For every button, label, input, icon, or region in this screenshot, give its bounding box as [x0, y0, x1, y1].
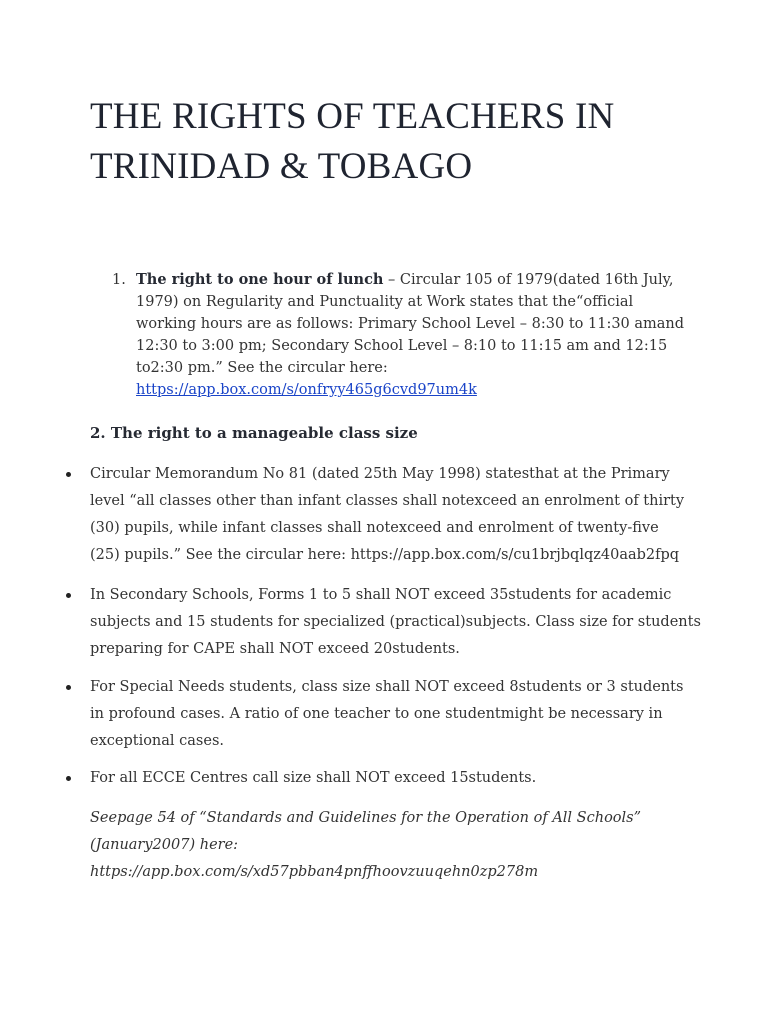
- note-line: https://app.box.com/s/xd57pbban4pnffhoovzuuqehn0zp278m: [90, 864, 539, 880]
- bullet-line: preparing for CAPE shall NOT exceed 20students.: [90, 641, 460, 657]
- circular-105-link[interactable]: https://app.box.com/s/onfryy465g6cvd97um4k: [136, 382, 477, 398]
- bullet-line: (25) pupils.” See the circular here: https://app.box.com/s/cu1brjbqlqz40aab2fpq: [90, 547, 680, 563]
- list-item-number: 1.: [112, 272, 126, 288]
- bullet-line: level “all classes other than infant classes shall notexceed an enrolment of thirty: [90, 493, 685, 509]
- bullet-line: In Secondary Schools, Forms 1 to 5 shall NOT exceed 35students for academic: [90, 587, 672, 603]
- bullet-item-secondary: [90, 582, 701, 663]
- item-line-1: – Circular 105 of 1979(dated 16th July,: [383, 272, 674, 288]
- item-line-4: 12:30 to 3:00 pm; Secondary School Level – 8:10 to 11:15 am and 12:15: [136, 338, 668, 354]
- list-item-lunch: [112, 269, 685, 401]
- item-bold-lead: The right to one hour of lunch: [136, 271, 384, 288]
- title-line-1: THE RIGHTS OF TEACHERS IN: [90, 96, 615, 137]
- bullet-item-ecce: [90, 765, 690, 792]
- bullet-item-special-needs: [90, 674, 690, 755]
- bullet-line: in profound cases. A ratio of one teacher to one studentmight be necessary in: [90, 706, 663, 722]
- bullet-line: Circular Memorandum No 81 (dated 25th May 1998) statesthat at the Primary: [90, 466, 670, 482]
- bullet-dot-icon: [66, 472, 71, 477]
- bullet-line: (30) pupils, while infant classes shall notexceed and enrolment of twenty-five: [90, 520, 659, 536]
- bullet-line: For Special Needs students, class size shall NOT exceed 8students or 3 students: [90, 679, 684, 695]
- bullet-line: For all ECCE Centres call size shall NOT exceed 15students.: [90, 770, 537, 786]
- bullet-dot-icon: [66, 685, 71, 690]
- section-2-heading: 2. The right to a manageable class size: [90, 424, 418, 442]
- standards-note: [90, 805, 690, 886]
- bullet-dot-icon: [66, 776, 71, 781]
- bullet-dot-icon: [66, 593, 71, 598]
- note-line: (January2007) here:: [90, 837, 239, 853]
- item-line-5: to2:30 pm.” See the circular here:: [136, 360, 388, 376]
- item-line-2: 1979) on Regularity and Punctuality at Work states that the“official: [136, 294, 634, 310]
- note-line: Seepage 54 of “Standards and Guidelines for the Operation of All Schools”: [90, 810, 642, 826]
- bullet-line: exceptional cases.: [90, 733, 225, 749]
- bullet-line: subjects and 15 students for specialized (practical)subjects. Class size for students: [90, 614, 701, 630]
- page-title: [90, 92, 730, 192]
- bullet-item-primary: [90, 461, 690, 569]
- title-line-2: TRINIDAD & TOBAGO: [90, 146, 473, 187]
- item-line-3: working hours are as follows: Primary School Level – 8:30 to 11:30 amand: [136, 316, 685, 332]
